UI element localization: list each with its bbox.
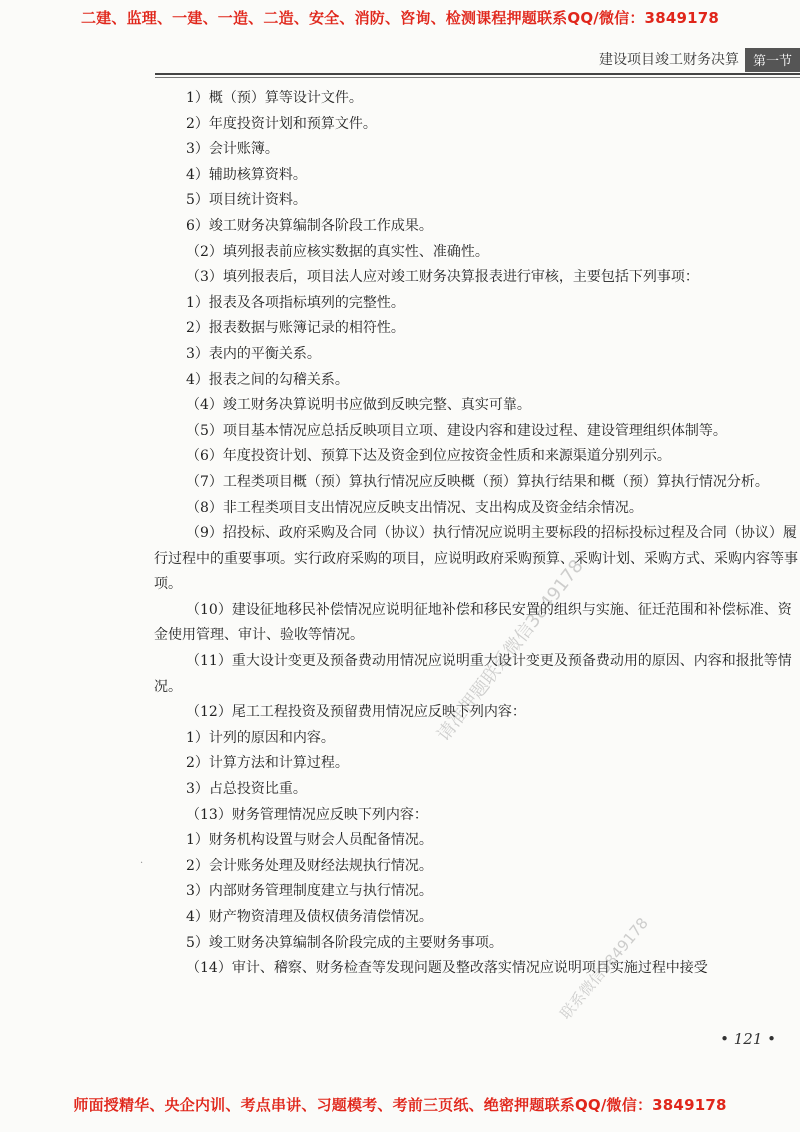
watermark: 请准押题联系微信3849178 [433,555,588,746]
body-line: 2）报表数据与账簿记录的相符性。 [186,320,405,337]
body-line: 4）辅助核算资料。 [186,166,307,183]
body-line: 1）概（预）算等设计文件。 [186,90,363,106]
page-number: • 121 • [720,1030,776,1048]
body-line: 3）会计账簿。 [186,141,279,158]
body-line: （8）非工程类项目支出情况应反映支出情况、支出构成及资金结余情况。 [186,499,643,516]
running-header [599,48,800,72]
body-paragraph: （5）项目基本情况应总括反映项目立项、建设内容和建设过程、建设管理组织体制等。 [186,422,727,439]
body-line: （6）年度投资计划、预算下达及资金到位应按资金性质和来源渠道分别列示。 [186,448,671,465]
body-line: 1）财务机构设置与财会人员配备情况。 [186,832,433,849]
section-tab: 第一节 [745,48,800,72]
body-line: 1）报表及各项指标填列的完整性。 [186,294,405,311]
header-rule-thin [155,77,800,78]
body-line: （3）填列报表后，项目法人应对竣工财务决算报表进行审核，主要包括下列事项： [186,269,699,286]
body-line: 3）内部财务管理制度建立与执行情况。 [186,883,433,900]
top-banner: 二建、监理、一建、一造、二造、安全、消防、咨询、检测课程押题联系QQ/微信：3849178 [80,9,720,27]
body-line: 3）表内的平衡关系。 [186,345,321,362]
body-line: 6）竣工财务决算编制各阶段工作成果。 [186,217,433,234]
body-paragraph: （11）重大设计变更及预备费动用情况应说明重大设计变更及预备费动用的原因、内容和报批等情况。 [154,653,792,695]
scan-speck: · [140,858,144,869]
body-paragraph: （10）建设征地移民补偿情况应说明征地补偿和移民安置的组织与实施、征迁范围和补偿标准、资金使用管理、审计、验收等情况。 [154,601,792,644]
body-line: 5）竣工财务决算编制各阶段完成的主要财务事项。 [186,934,503,951]
body-line: （14）审计、稽察、财务检查等发现问题及整改落实情况应说明项目实施过程中接受 [186,960,708,977]
body-line: （2）填列报表前应核实数据的真实性、准确性。 [186,243,489,260]
body-paragraph: （7）工程类项目概（预）算执行情况应反映概（预）算执行结果和概（预）算执行情况分析。 [186,473,769,490]
body-line: 2）计算方法和计算过程。 [186,755,349,772]
header-rule [155,73,800,75]
body-line: 2）会计账务处理及财经法规执行情况。 [186,857,433,874]
watermark: 联系微信3849178 [556,914,652,1023]
body-line: （12）尾工工程投资及预留费用情况应反映下列内容： [186,704,526,721]
body-line: （13）财务管理情况应反映下列内容： [186,806,428,823]
bottom-banner: 师面授精华、央企内训、考点串讲、习题模考、考前三页纸、绝密押题联系QQ/微信：3849178 [73,1096,727,1114]
page-body [154,86,798,982]
body-line: （4）竣工财务决算说明书应做到反映完整、真实可靠。 [186,397,531,414]
body-line: 5）项目统计资料。 [186,192,307,209]
body-line: 2）年度投资计划和预算文件。 [186,115,377,132]
body-line: 4）报表之间的勾稽关系。 [186,371,349,388]
body-paragraph: （9）招投标、政府采购及合同（协议）执行情况应说明主要标段的招标投标过程及合同（协议）履行过程中的重要事项。实行政府采购的项目，应说明政府采购预算、采购计划、采购方式、采购内容等事项。 [154,525,798,593]
body-line: 3）占总投资比重。 [186,781,307,798]
body-line: 4）财产物资清理及债权债务清偿情况。 [186,909,433,925]
body-line: 1）计列的原因和内容。 [186,729,335,746]
running-header-title: 建设项目竣工财务决算 [598,52,739,68]
